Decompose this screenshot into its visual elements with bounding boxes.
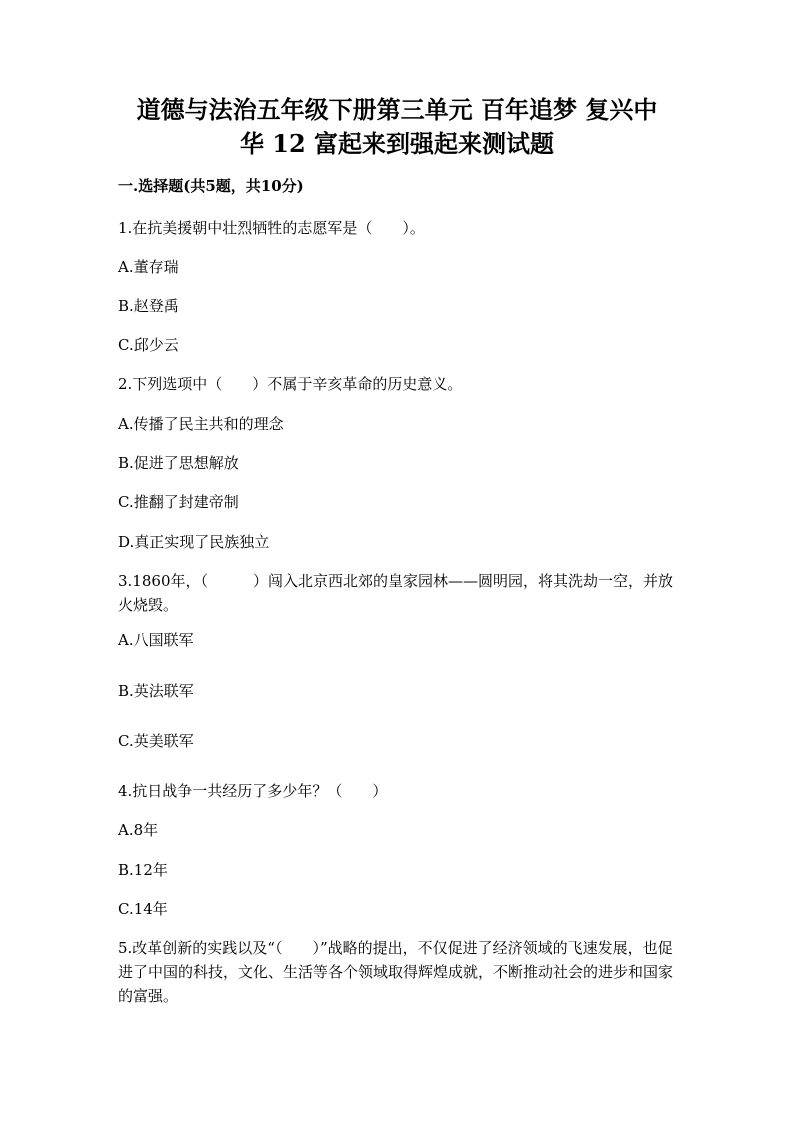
question-1-stem: 1.在抗美援朝中壮烈牺牲的志愿军是（ ）。 xyxy=(118,219,425,237)
question-3-option-c: C.英美联军 xyxy=(118,732,194,750)
question-4-option-a: A.8年 xyxy=(118,821,159,839)
question-3-option-a: A.八国联军 xyxy=(118,631,194,649)
section-heading: 一.选择题(共5题，共10分) xyxy=(118,177,304,195)
page-title-line-1: 道德与法治五年级下册第三单元 百年追梦 复兴中 xyxy=(136,95,658,124)
question-2-option-b: B.促进了思想解放 xyxy=(118,454,239,472)
question-4-option-b: B.12年 xyxy=(118,861,168,879)
question-4-option-c: C.14年 xyxy=(118,900,168,918)
question-2-option-d: D.真正实现了民族独立 xyxy=(118,533,270,551)
question-2-option-a: A.传播了民主共和的理念 xyxy=(118,415,284,433)
question-1-option-c: C.邱少云 xyxy=(118,336,179,354)
question-3-stem: 3.1860年，（ ）闯入北京西北郊的皇家园林——圆明园，将其洗劫一空，并放火烧毁。 xyxy=(118,572,673,614)
question-1-option-a: A.董存瑞 xyxy=(118,258,179,276)
page-title-line-2: 华 12 富起来到强起来测试题 xyxy=(239,129,555,158)
question-2-option-c: C.推翻了封建帝制 xyxy=(118,493,239,511)
question-1-option-b: B.赵登禹 xyxy=(118,297,179,315)
question-2-stem: 2.下列选项中（ ）不属于辛亥革命的历史意义。 xyxy=(118,375,463,393)
question-3-option-b: B.英法联军 xyxy=(118,682,194,700)
question-4-stem: 4.抗日战争一共经历了多少年？（ ） xyxy=(118,782,388,800)
question-5-stem: 5.改革创新的实践以及“（ ）”战略的提出，不仅促进了经济领域的飞速发展，也促进了中国的科技，文化、生活等各个领域取得辉煌成就，不断推动社会的进步和国家的富强。 xyxy=(118,939,674,1005)
